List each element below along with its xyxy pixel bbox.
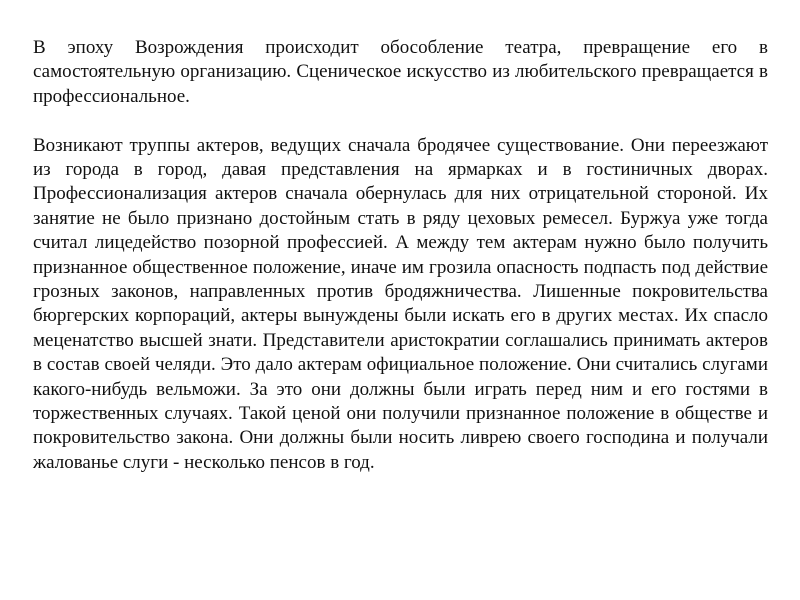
paragraph-intro: В эпоху Возрождения происходит обособление театра, превращение его в самостоятельную организацию. Сценическое искусство из любительского превращается в профессиональное. xyxy=(33,37,768,107)
paragraph-troupes: Возникают труппы актеров, ведущих сначала бродячее существование. Они переезжают из города в город, давая представления на ярмарках и в гостиничных дворах. Профессионализация актеров сначала обернулась для них отрицательной стороной. Их занятие не было признано достойным стать в ряду цеховых ремесел. Буржуа уже тогда считал лицедейство позорной профессией. А между тем актерам нужно было получить признанное общественное положение, иначе им грозила опасность подпасть под действие грозных законов, направленных против бродяжничества. Лишенные покровительства бюргерских корпораций, актеры вынуждены были искать его в других местах. Их спасло меценатство высшей знати. Представители аристократии соглашались принимать актеров в состав своей челяди. Это дало актерам официальное положение. Они считались слугами какого-нибудь вельможи. За это они должны были играть перед ним и его гостями в торжественных случаях. Такой ценой они получили признанное положение в обществе и покровительство закона. Они должны были носить ливрею своего господина и получали жалованье слуги - несколько пенсов в год. xyxy=(33,134,768,473)
text-block xyxy=(33,36,768,475)
